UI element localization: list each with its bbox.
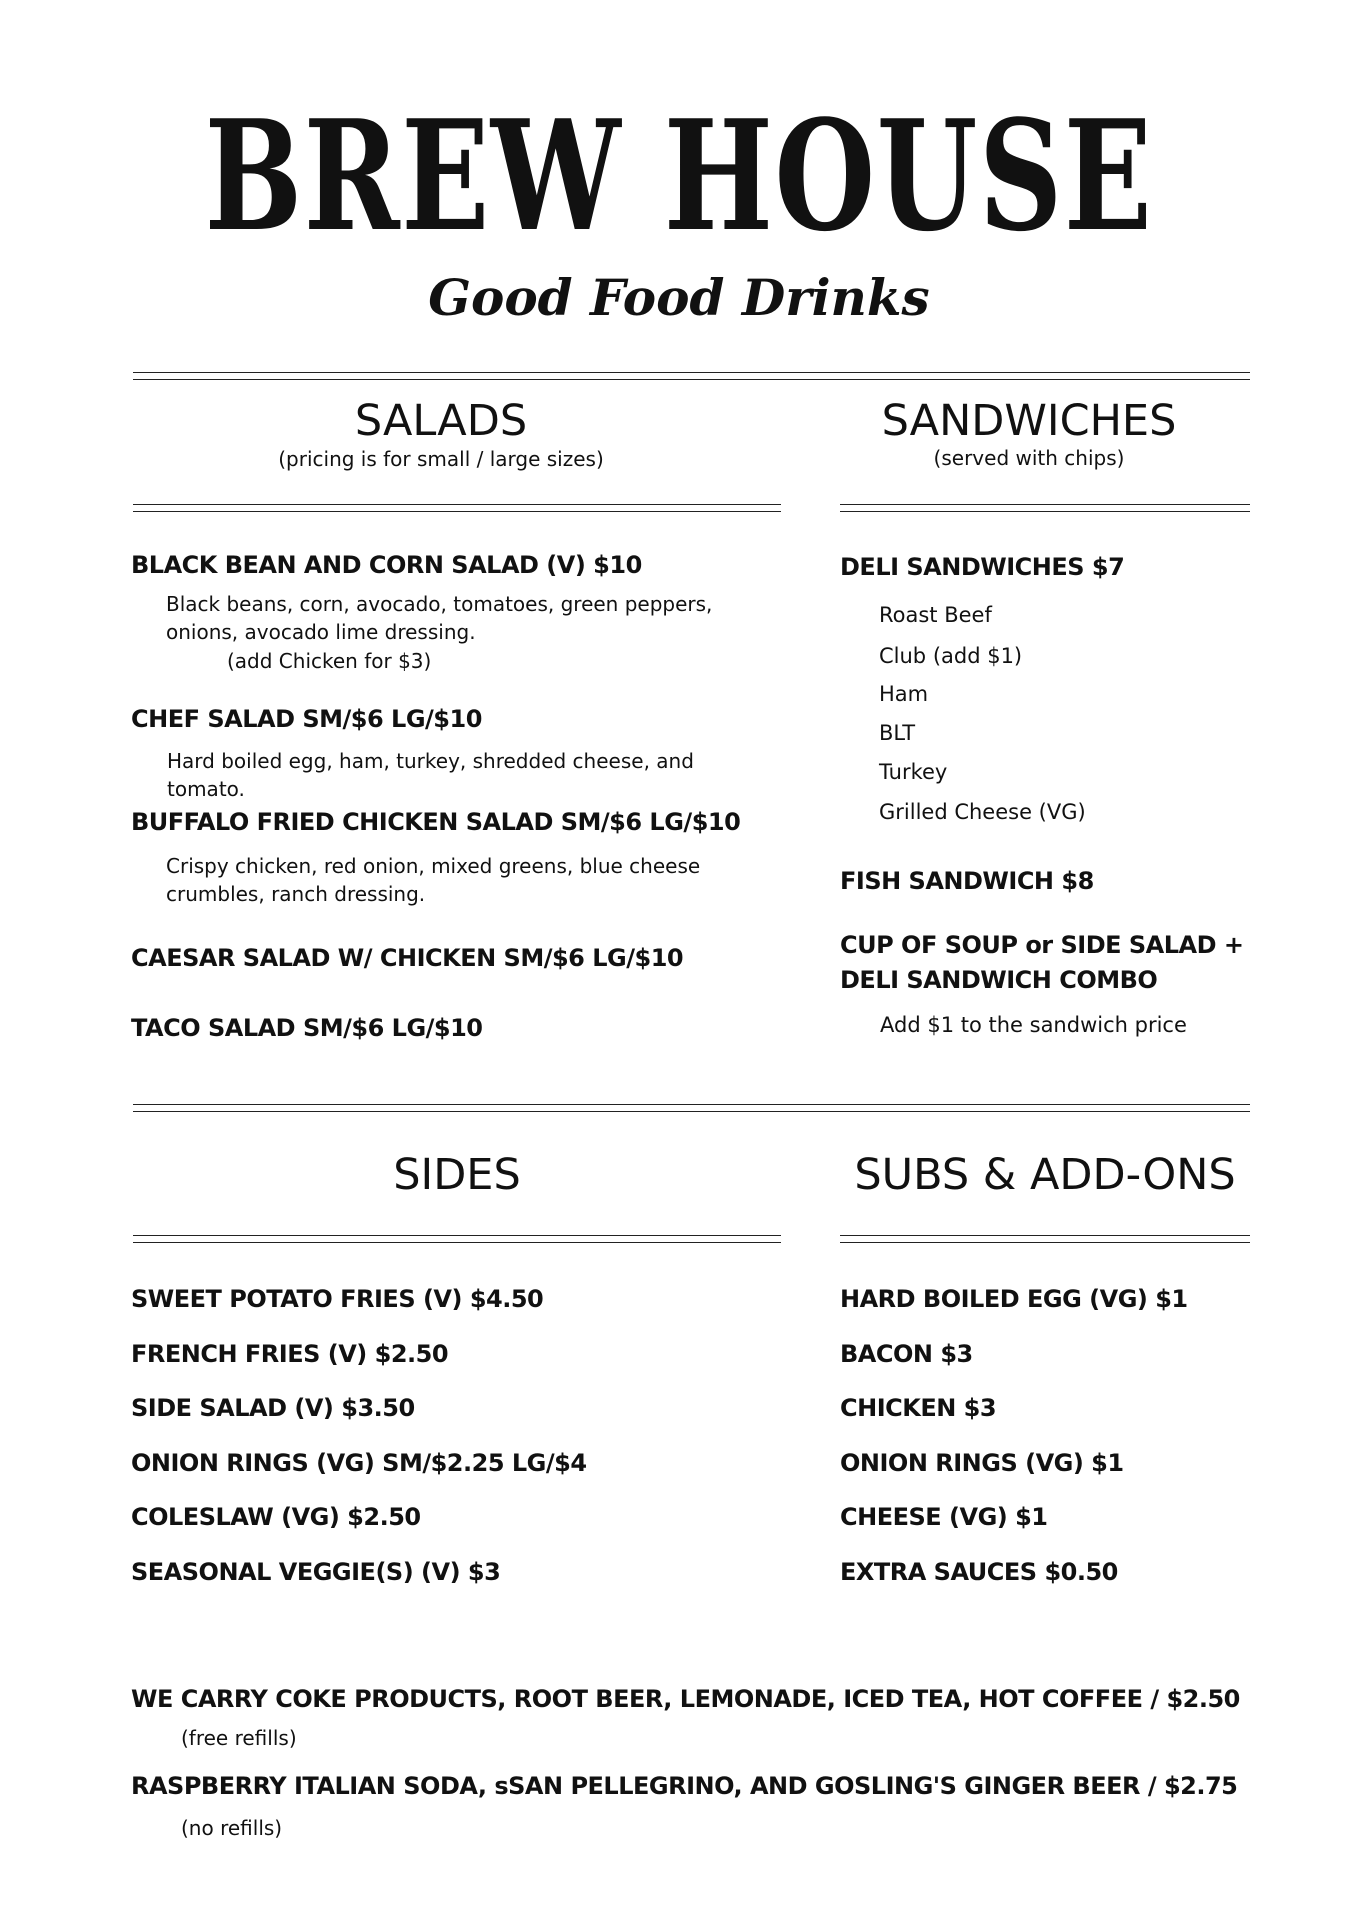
addon-item: BACON $3 bbox=[840, 1340, 973, 1368]
deli-option: Ham bbox=[879, 682, 929, 706]
side-item: SEASONAL VEGGIE(S) (V) $3 bbox=[131, 1558, 501, 1586]
salads-divider bbox=[133, 504, 781, 512]
salad-item-name: TACO SALAD SM/$6 LG/$10 bbox=[131, 1014, 483, 1042]
deli-option: Turkey bbox=[879, 760, 948, 784]
addon-item: CHEESE (VG) $1 bbox=[840, 1503, 1048, 1531]
salad-item-desc: Black beans, corn, avocado, tomatoes, green peppers, onions, avocado lime dressing. bbox=[166, 592, 713, 644]
addon-item: CHICKEN $3 bbox=[840, 1394, 997, 1422]
sides-title: SIDES bbox=[393, 1150, 521, 1200]
addon-item: HARD BOILED EGG (VG) $1 bbox=[840, 1285, 1188, 1313]
side-item: ONION RINGS (VG) SM/$2.25 LG/$4 bbox=[131, 1449, 587, 1477]
side-item: SWEET POTATO FRIES (V) $4.50 bbox=[131, 1285, 544, 1313]
salad-item-name: BUFFALO FRIED CHICKEN SALAD SM/$6 LG/$10 bbox=[131, 808, 741, 836]
sandwiches-subtitle: (served with chips) bbox=[933, 446, 1125, 470]
drinks-line: RASPBERRY ITALIAN SODA, sSAN PELLEGRINO, AND GOSLING'S GINGER BEER / $2.75 bbox=[131, 1772, 1238, 1800]
drinks-note: (free refills) bbox=[181, 1726, 297, 1750]
top-divider bbox=[133, 372, 1250, 380]
salad-item-name: CAESAR SALAD W/ CHICKEN SM/$6 LG/$10 bbox=[131, 944, 684, 972]
brand-title: BREW HOUSE bbox=[204, 86, 1154, 265]
side-item: SIDE SALAD (V) $3.50 bbox=[131, 1394, 415, 1422]
combo-line-1: CUP OF SOUP or SIDE SALAD + bbox=[840, 931, 1244, 959]
salad-item-note: (add Chicken for $3) bbox=[227, 649, 432, 673]
sandwiches-title: SANDWICHES bbox=[881, 396, 1177, 446]
addon-item: ONION RINGS (VG) $1 bbox=[840, 1449, 1124, 1477]
salad-item-desc: Crispy chicken, red onion, mixed greens, blue cheese crumbles, ranch dressing. bbox=[166, 854, 701, 906]
addons-title: SUBS & ADD-ONS bbox=[854, 1150, 1236, 1200]
salad-item-desc: Hard boiled egg, ham, turkey, shredded cheese, and tomato. bbox=[167, 749, 694, 801]
deli-option: Grilled Cheese (VG) bbox=[879, 800, 1086, 824]
combo-line-2: DELI SANDWICH COMBO bbox=[840, 966, 1158, 994]
brand-tagline: Good Food Drinks bbox=[428, 268, 930, 327]
addons-divider bbox=[840, 1235, 1250, 1243]
deli-option: Roast Beef bbox=[879, 603, 992, 627]
addon-item: EXTRA SAUCES $0.50 bbox=[840, 1558, 1118, 1586]
salad-item-name: CHEF SALAD SM/$6 LG/$10 bbox=[131, 705, 482, 733]
sandwiches-divider bbox=[840, 504, 1250, 512]
deli-option: BLT bbox=[879, 721, 916, 745]
drinks-line: WE CARRY COKE PRODUCTS, ROOT BEER, LEMONADE, ICED TEA, HOT COFFEE / $2.50 bbox=[131, 1685, 1240, 1713]
combo-note: Add $1 to the sandwich price bbox=[880, 1013, 1187, 1037]
drinks-note: (no refills) bbox=[181, 1816, 283, 1840]
deli-option: Club (add $1) bbox=[879, 644, 1023, 668]
salads-title: SALADS bbox=[354, 396, 528, 446]
middle-divider bbox=[133, 1104, 1250, 1112]
fish-sandwich: FISH SANDWICH $8 bbox=[840, 867, 1094, 895]
salad-item-name: BLACK BEAN AND CORN SALAD (V) $10 bbox=[131, 551, 642, 579]
deli-sandwiches-title: DELI SANDWICHES $7 bbox=[840, 553, 1125, 581]
sides-divider bbox=[133, 1235, 781, 1243]
side-item: FRENCH FRIES (V) $2.50 bbox=[131, 1340, 449, 1368]
side-item: COLESLAW (VG) $2.50 bbox=[131, 1503, 421, 1531]
salads-subtitle: (pricing is for small / large sizes) bbox=[278, 447, 604, 471]
